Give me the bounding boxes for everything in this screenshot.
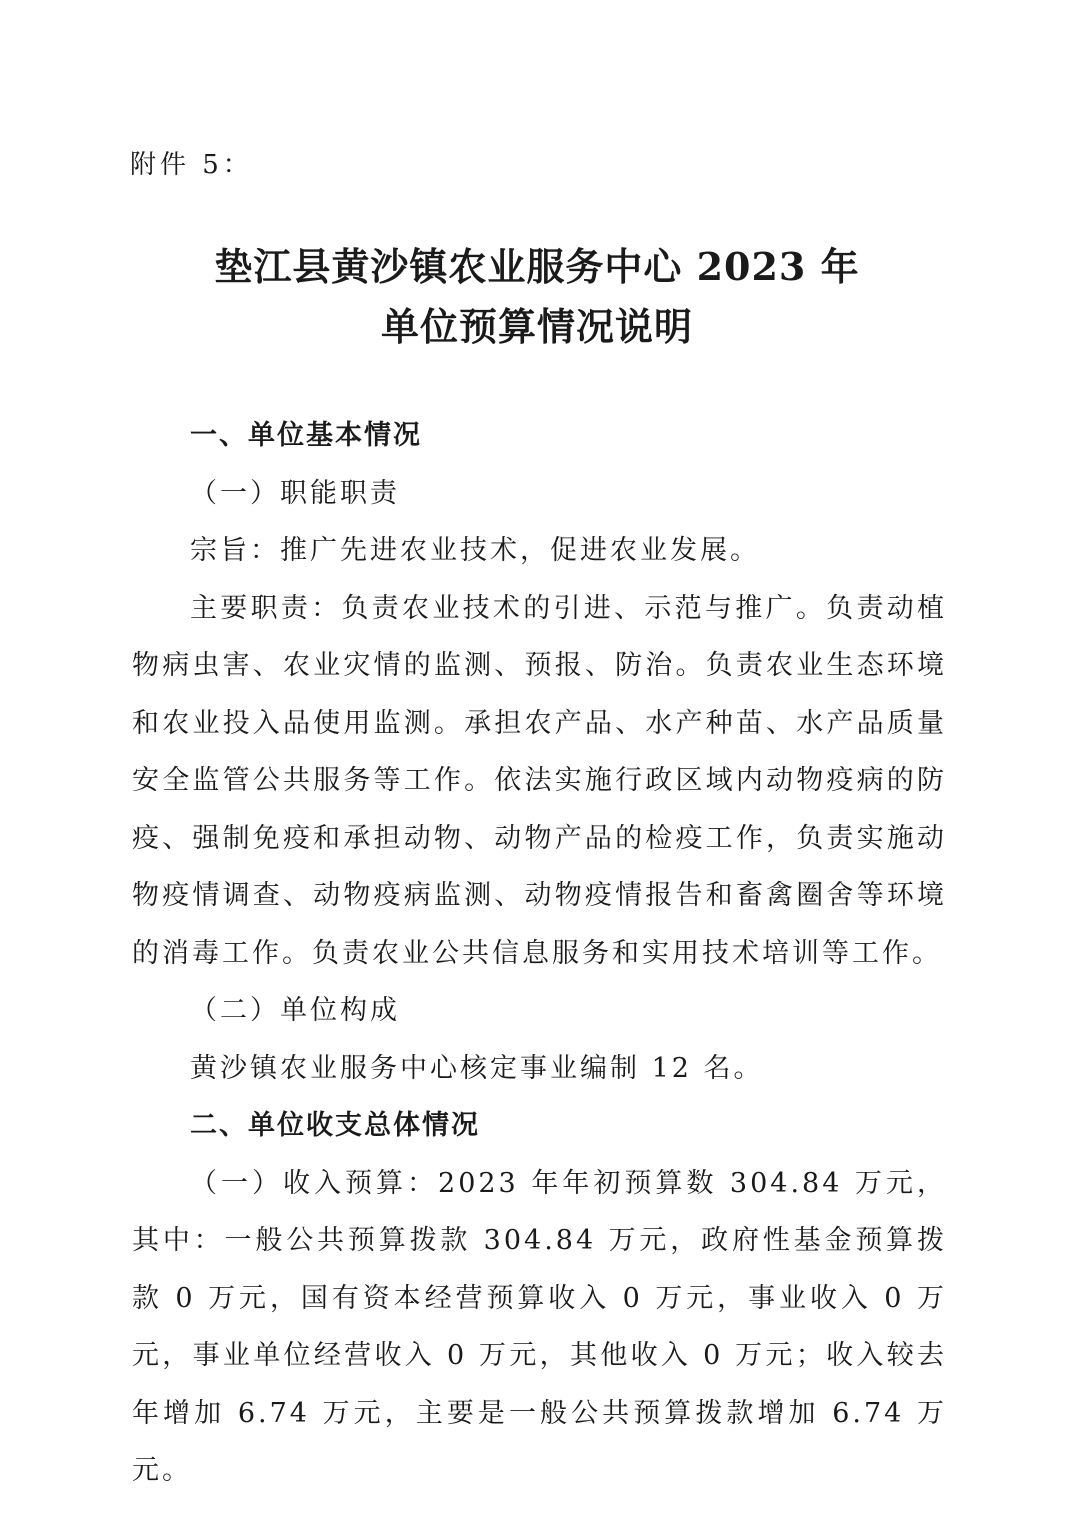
section1-heading: 一、单位基本情况 bbox=[190, 420, 422, 451]
income-paragraph: （一）收入预算：2023 年年初预算数 304.84 万元，其中：一般公共预算拨款 304.84 万元，政府性基金预算拨款 0 万元，国有资本经营预算收入 0 万元，事业收入 0 万元，事业单位经营收入 0 万元，其他收入 0 万元；收入较去年增加 6.74 万元，主要是一般公共预算拨款增加 6.74 万元。 bbox=[132, 1167, 947, 1486]
subsection-composition-heading: （二）单位构成 bbox=[190, 995, 400, 1026]
attachment-label: 附件 5： bbox=[130, 150, 253, 180]
document-body bbox=[132, 407, 947, 1500]
duties-paragraph: 主要职责：负责农业技术的引进、示范与推广。负责动植物病虫害、农业灾情的监测、预报、防治。负责农业生态环境和农业投入品使用监测。承担农产品、水产种苗、水产品质量安全监管公共服务等工作。依法实施行政区域内动物疫病的防疫、强制免疫和承担动物、动物产品的检疫工作，负责实施动物疫情调查、动物疫病监测、动物疫情报告和畜禽圈舍等环境的消毒工作。负责农业公共信息服务和实用技术培训等工作。 bbox=[132, 592, 947, 969]
subsection-duties-heading: （一）职能职责 bbox=[190, 477, 400, 509]
purpose-paragraph: 宗旨：推广先进农业技术，促进农业发展。 bbox=[190, 535, 760, 566]
section2-heading: 二、单位收支总体情况 bbox=[190, 1110, 480, 1141]
composition-paragraph: 黄沙镇农业服务中心核定事业编制 12 名。 bbox=[190, 1052, 764, 1084]
document-title-line2: 单位预算情况说明 bbox=[380, 304, 693, 349]
document-title-line1: 垫江县黄沙镇农业服务中心 2023 年 bbox=[214, 244, 860, 289]
